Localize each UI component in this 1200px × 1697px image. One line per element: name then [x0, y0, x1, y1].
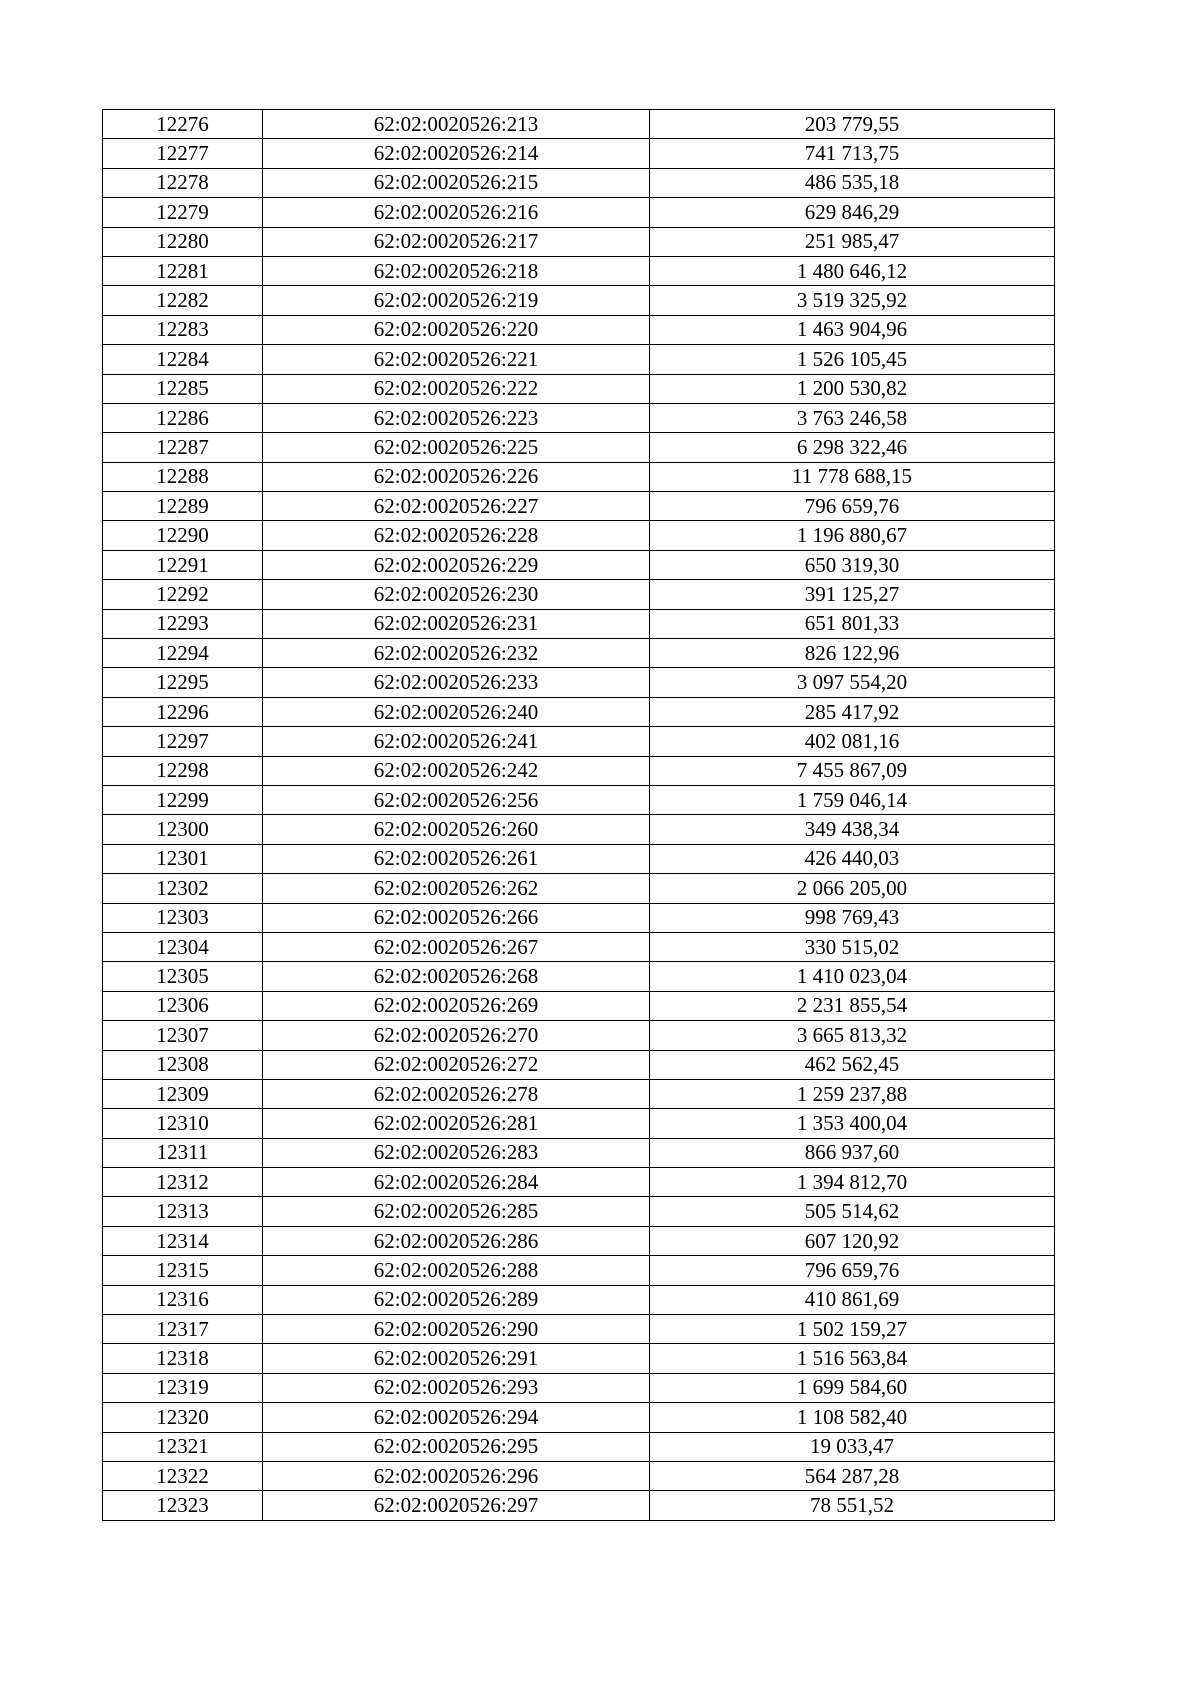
table-row	[103, 315, 1055, 344]
row-number-cell: 12319	[103, 1373, 263, 1402]
value-cell: 1 394 812,70	[650, 1168, 1055, 1197]
row-number-cell: 12309	[103, 1079, 263, 1108]
row-number-cell: 12277	[103, 139, 263, 168]
value-cell: 251 985,47	[650, 227, 1055, 256]
table-row	[103, 492, 1055, 521]
cadastral-number-cell: 62:02:0020526:228	[263, 521, 650, 550]
value-cell: 2 231 855,54	[650, 991, 1055, 1020]
value-cell: 1 699 584,60	[650, 1373, 1055, 1402]
table-row	[103, 433, 1055, 462]
value-cell: 1 259 237,88	[650, 1079, 1055, 1108]
cadastral-value-table	[102, 109, 1055, 1521]
table-row	[103, 815, 1055, 844]
cadastral-number-cell: 62:02:0020526:286	[263, 1226, 650, 1255]
cadastral-number-cell: 62:02:0020526:268	[263, 962, 650, 991]
table-row	[103, 198, 1055, 227]
row-number-cell: 12315	[103, 1256, 263, 1285]
cadastral-number-cell: 62:02:0020526:296	[263, 1461, 650, 1490]
value-cell: 1 108 582,40	[650, 1403, 1055, 1432]
value-cell: 426 440,03	[650, 844, 1055, 873]
value-cell: 3 097 554,20	[650, 668, 1055, 697]
table-body	[103, 110, 1055, 1521]
value-cell: 1 502 159,27	[650, 1315, 1055, 1344]
row-number-cell: 12302	[103, 874, 263, 903]
table-row	[103, 403, 1055, 432]
cadastral-number-cell: 62:02:0020526:230	[263, 580, 650, 609]
table-row	[103, 756, 1055, 785]
cadastral-number-cell: 62:02:0020526:269	[263, 991, 650, 1020]
cadastral-number-cell: 62:02:0020526:260	[263, 815, 650, 844]
row-number-cell: 12296	[103, 697, 263, 726]
table-row	[103, 580, 1055, 609]
row-number-cell: 12306	[103, 991, 263, 1020]
cadastral-number-cell: 62:02:0020526:218	[263, 256, 650, 285]
table-row	[103, 345, 1055, 374]
value-cell: 1 759 046,14	[650, 785, 1055, 814]
table-row	[103, 1315, 1055, 1344]
table-row	[103, 639, 1055, 668]
cadastral-number-cell: 62:02:0020526:285	[263, 1197, 650, 1226]
row-number-cell: 12281	[103, 256, 263, 285]
table-row	[103, 286, 1055, 315]
row-number-cell: 12297	[103, 727, 263, 756]
cadastral-number-cell: 62:02:0020526:227	[263, 492, 650, 521]
table-row	[103, 727, 1055, 756]
cadastral-number-cell: 62:02:0020526:232	[263, 639, 650, 668]
row-number-cell: 12318	[103, 1344, 263, 1373]
row-number-cell: 12308	[103, 1050, 263, 1079]
table-row	[103, 521, 1055, 550]
cadastral-number-cell: 62:02:0020526:219	[263, 286, 650, 315]
cadastral-number-cell: 62:02:0020526:295	[263, 1432, 650, 1461]
table-row	[103, 609, 1055, 638]
value-cell: 11 778 688,15	[650, 462, 1055, 491]
value-cell: 1 353 400,04	[650, 1109, 1055, 1138]
row-number-cell: 12317	[103, 1315, 263, 1344]
row-number-cell: 12314	[103, 1226, 263, 1255]
table-row	[103, 1373, 1055, 1402]
row-number-cell: 12287	[103, 433, 263, 462]
table-row	[103, 139, 1055, 168]
cadastral-number-cell: 62:02:0020526:215	[263, 168, 650, 197]
value-cell: 402 081,16	[650, 727, 1055, 756]
cadastral-number-cell: 62:02:0020526:217	[263, 227, 650, 256]
cadastral-number-cell: 62:02:0020526:214	[263, 139, 650, 168]
row-number-cell: 12282	[103, 286, 263, 315]
cadastral-number-cell: 62:02:0020526:297	[263, 1491, 650, 1520]
row-number-cell: 12276	[103, 110, 263, 139]
row-number-cell: 12311	[103, 1138, 263, 1167]
row-number-cell: 12313	[103, 1197, 263, 1226]
table-row	[103, 1168, 1055, 1197]
row-number-cell: 12323	[103, 1491, 263, 1520]
row-number-cell: 12288	[103, 462, 263, 491]
cadastral-number-cell: 62:02:0020526:256	[263, 785, 650, 814]
cadastral-number-cell: 62:02:0020526:233	[263, 668, 650, 697]
row-number-cell: 12283	[103, 315, 263, 344]
value-cell: 607 120,92	[650, 1226, 1055, 1255]
row-number-cell: 12284	[103, 345, 263, 374]
table-row	[103, 374, 1055, 403]
value-cell: 285 417,92	[650, 697, 1055, 726]
value-cell: 998 769,43	[650, 903, 1055, 932]
row-number-cell: 12298	[103, 756, 263, 785]
value-cell: 826 122,96	[650, 639, 1055, 668]
row-number-cell: 12320	[103, 1403, 263, 1432]
cadastral-number-cell: 62:02:0020526:284	[263, 1168, 650, 1197]
cadastral-number-cell: 62:02:0020526:291	[263, 1344, 650, 1373]
value-cell: 486 535,18	[650, 168, 1055, 197]
cadastral-number-cell: 62:02:0020526:225	[263, 433, 650, 462]
table-row	[103, 1226, 1055, 1255]
value-cell: 349 438,34	[650, 815, 1055, 844]
value-cell: 1 480 646,12	[650, 256, 1055, 285]
table-row	[103, 1432, 1055, 1461]
table-row	[103, 1050, 1055, 1079]
value-cell: 866 937,60	[650, 1138, 1055, 1167]
table-row	[103, 1461, 1055, 1490]
row-number-cell: 12321	[103, 1432, 263, 1461]
table-row	[103, 844, 1055, 873]
row-number-cell: 12280	[103, 227, 263, 256]
table-row	[103, 962, 1055, 991]
cadastral-number-cell: 62:02:0020526:262	[263, 874, 650, 903]
value-cell: 1 463 904,96	[650, 315, 1055, 344]
value-cell: 7 455 867,09	[650, 756, 1055, 785]
row-number-cell: 12312	[103, 1168, 263, 1197]
value-cell: 19 033,47	[650, 1432, 1055, 1461]
table-row	[103, 1079, 1055, 1108]
cadastral-number-cell: 62:02:0020526:222	[263, 374, 650, 403]
row-number-cell: 12310	[103, 1109, 263, 1138]
table-row	[103, 1491, 1055, 1520]
table-row	[103, 991, 1055, 1020]
cadastral-number-cell: 62:02:0020526:240	[263, 697, 650, 726]
cadastral-number-cell: 62:02:0020526:290	[263, 1315, 650, 1344]
table-row	[103, 1344, 1055, 1373]
table-row	[103, 227, 1055, 256]
table-row	[103, 168, 1055, 197]
value-cell: 651 801,33	[650, 609, 1055, 638]
cadastral-number-cell: 62:02:0020526:294	[263, 1403, 650, 1432]
row-number-cell: 12307	[103, 1021, 263, 1050]
table-row	[103, 1138, 1055, 1167]
row-number-cell: 12316	[103, 1285, 263, 1314]
row-number-cell: 12289	[103, 492, 263, 521]
value-cell: 1 516 563,84	[650, 1344, 1055, 1373]
table-row	[103, 874, 1055, 903]
row-number-cell: 12293	[103, 609, 263, 638]
cadastral-number-cell: 62:02:0020526:261	[263, 844, 650, 873]
cadastral-number-cell: 62:02:0020526:270	[263, 1021, 650, 1050]
row-number-cell: 12300	[103, 815, 263, 844]
row-number-cell: 12295	[103, 668, 263, 697]
cadastral-number-cell: 62:02:0020526:281	[263, 1109, 650, 1138]
table-row	[103, 256, 1055, 285]
row-number-cell: 12301	[103, 844, 263, 873]
value-cell: 1 410 023,04	[650, 962, 1055, 991]
value-cell: 3 519 325,92	[650, 286, 1055, 315]
cadastral-number-cell: 62:02:0020526:293	[263, 1373, 650, 1402]
row-number-cell: 12291	[103, 550, 263, 579]
cadastral-number-cell: 62:02:0020526:278	[263, 1079, 650, 1108]
cadastral-number-cell: 62:02:0020526:288	[263, 1256, 650, 1285]
cadastral-number-cell: 62:02:0020526:213	[263, 110, 650, 139]
value-cell: 650 319,30	[650, 550, 1055, 579]
cadastral-number-cell: 62:02:0020526:220	[263, 315, 650, 344]
cadastral-number-cell: 62:02:0020526:242	[263, 756, 650, 785]
row-number-cell: 12278	[103, 168, 263, 197]
cadastral-number-cell: 62:02:0020526:226	[263, 462, 650, 491]
table-row	[103, 1285, 1055, 1314]
table-row	[103, 1256, 1055, 1285]
table-row	[103, 1021, 1055, 1050]
row-number-cell: 12286	[103, 403, 263, 432]
value-cell: 3 763 246,58	[650, 403, 1055, 432]
cadastral-number-cell: 62:02:0020526:216	[263, 198, 650, 227]
row-number-cell: 12305	[103, 962, 263, 991]
value-cell: 2 066 205,00	[650, 874, 1055, 903]
cadastral-number-cell: 62:02:0020526:221	[263, 345, 650, 374]
cadastral-number-cell: 62:02:0020526:223	[263, 403, 650, 432]
value-cell: 741 713,75	[650, 139, 1055, 168]
value-cell: 1 200 530,82	[650, 374, 1055, 403]
table-row	[103, 110, 1055, 139]
value-cell: 796 659,76	[650, 492, 1055, 521]
cadastral-number-cell: 62:02:0020526:267	[263, 932, 650, 961]
table-row	[103, 462, 1055, 491]
value-cell: 564 287,28	[650, 1461, 1055, 1490]
row-number-cell: 12285	[103, 374, 263, 403]
value-cell: 330 515,02	[650, 932, 1055, 961]
cadastral-number-cell: 62:02:0020526:241	[263, 727, 650, 756]
table-row	[103, 697, 1055, 726]
table-row	[103, 785, 1055, 814]
row-number-cell: 12279	[103, 198, 263, 227]
value-cell: 3 665 813,32	[650, 1021, 1055, 1050]
table-row	[103, 550, 1055, 579]
cadastral-number-cell: 62:02:0020526:272	[263, 1050, 650, 1079]
cadastral-number-cell: 62:02:0020526:289	[263, 1285, 650, 1314]
value-cell: 6 298 322,46	[650, 433, 1055, 462]
table-row	[103, 668, 1055, 697]
row-number-cell: 12304	[103, 932, 263, 961]
value-cell: 203 779,55	[650, 110, 1055, 139]
value-cell: 462 562,45	[650, 1050, 1055, 1079]
value-cell: 796 659,76	[650, 1256, 1055, 1285]
cadastral-number-cell: 62:02:0020526:266	[263, 903, 650, 932]
table-row	[103, 1109, 1055, 1138]
row-number-cell: 12322	[103, 1461, 263, 1490]
value-cell: 1 526 105,45	[650, 345, 1055, 374]
row-number-cell: 12303	[103, 903, 263, 932]
row-number-cell: 12290	[103, 521, 263, 550]
table-row	[103, 1403, 1055, 1432]
value-cell: 1 196 880,67	[650, 521, 1055, 550]
cadastral-number-cell: 62:02:0020526:229	[263, 550, 650, 579]
value-cell: 629 846,29	[650, 198, 1055, 227]
row-number-cell: 12294	[103, 639, 263, 668]
table-row	[103, 932, 1055, 961]
cadastral-number-cell: 62:02:0020526:283	[263, 1138, 650, 1167]
value-cell: 505 514,62	[650, 1197, 1055, 1226]
value-cell: 410 861,69	[650, 1285, 1055, 1314]
table-row	[103, 1197, 1055, 1226]
value-cell: 391 125,27	[650, 580, 1055, 609]
value-cell: 78 551,52	[650, 1491, 1055, 1520]
row-number-cell: 12299	[103, 785, 263, 814]
cadastral-number-cell: 62:02:0020526:231	[263, 609, 650, 638]
row-number-cell: 12292	[103, 580, 263, 609]
table-row	[103, 903, 1055, 932]
